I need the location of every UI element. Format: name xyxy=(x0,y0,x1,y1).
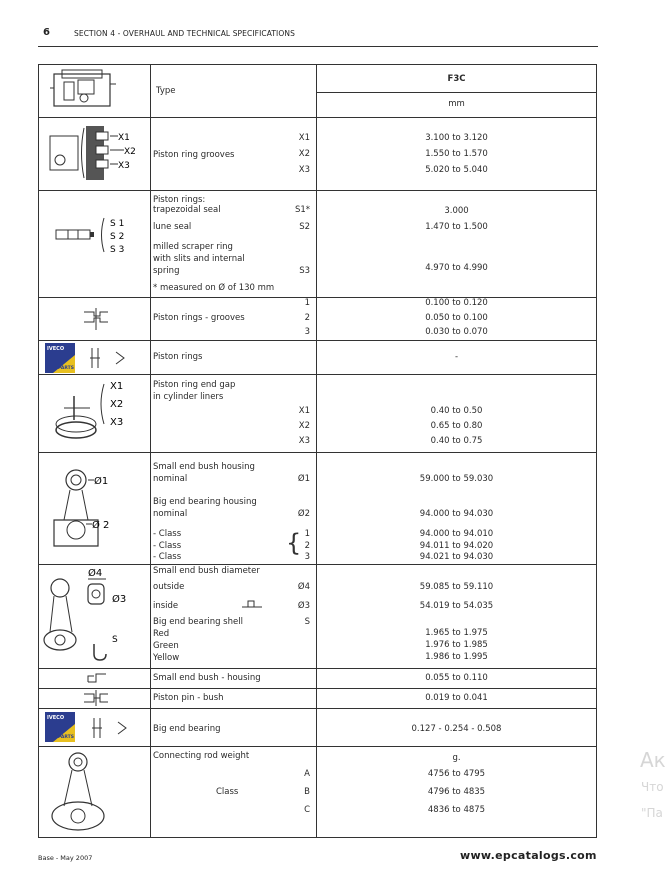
bearing-shell-label: Big end bearing shell xyxy=(153,617,243,627)
header-rule xyxy=(38,46,598,47)
watermark-line-3: "Па xyxy=(641,806,663,820)
rings-grooves-label: Piston rings - grooves xyxy=(153,313,245,323)
diagram-s2: S 2 xyxy=(110,232,125,242)
bearing-undersize-icon xyxy=(88,716,132,740)
diagram-s1: S 1 xyxy=(110,219,125,229)
rings-grooves-n2: 2 xyxy=(304,313,310,323)
ring-s1-value: 3.000 xyxy=(444,206,469,216)
ring-end-gap-icon xyxy=(50,378,140,446)
rings-grooves-v1: 0.100 to 0.120 xyxy=(425,298,488,308)
row-divider xyxy=(38,117,597,118)
ring-s2: S2 xyxy=(299,222,310,232)
row-divider xyxy=(38,746,597,747)
piston-ring-section-icon xyxy=(54,214,134,256)
bush-diagram-o3: Ø3 xyxy=(112,594,127,605)
end-gap-label-1: Piston ring end gap xyxy=(153,380,236,390)
big-end-housing-label-2: nominal xyxy=(153,509,188,519)
row-divider xyxy=(38,564,597,565)
end-gap-v1: 0.40 to 0.50 xyxy=(430,406,483,416)
shell-s: S xyxy=(304,617,310,627)
ring-s3-value: 4.970 to 4.990 xyxy=(425,263,488,273)
milled-scraper-label-1: milled scraper ring xyxy=(153,242,233,252)
pin-bush-fit-icon xyxy=(82,690,110,706)
groove-x2: X2 xyxy=(298,149,310,159)
shell-diagram-s: S xyxy=(112,635,118,645)
weight-class-c-value: 4836 to 4875 xyxy=(427,805,486,815)
ring-groove-clearance-icon xyxy=(82,306,110,332)
diagram-x1: X1 xyxy=(118,133,130,143)
end-gap-v2: 0.65 to 0.80 xyxy=(430,421,483,431)
shell-red-value: 1.965 to 1.975 xyxy=(425,628,488,638)
engine-block-icon xyxy=(48,68,118,112)
end-gap-label-2: in cylinder liners xyxy=(153,392,224,402)
housing-d2-value: 94.000 to 94.030 xyxy=(419,509,494,519)
gap-diagram-x1: X1 xyxy=(110,381,124,392)
groove-x3: X3 xyxy=(298,165,310,175)
weight-unit: g. xyxy=(452,753,461,763)
bush-inside-label: inside xyxy=(153,601,179,611)
milled-scraper-label-3: spring xyxy=(153,266,180,276)
class-3-value: 94.021 to 94.030 xyxy=(419,552,494,562)
rings-grooves-v3: 0.030 to 0.070 xyxy=(425,327,488,337)
footer-watermark-url: www.epcatalogs.com xyxy=(460,849,597,862)
weight-label: Connecting rod weight xyxy=(153,751,250,761)
rings-oversize-value: - xyxy=(454,352,459,362)
bush-d4-value: 59.085 to 59.110 xyxy=(419,582,494,592)
bush-housing-value: 0.055 to 0.110 xyxy=(425,673,488,683)
groove-x3-value: 5.020 to 5.040 xyxy=(425,165,488,175)
class-1-label: - Class xyxy=(153,529,182,539)
engine-type: F3C xyxy=(447,74,466,84)
big-end-bearing-label: Big end bearing xyxy=(153,724,221,734)
weight-class-c: C xyxy=(304,805,310,815)
housing-diagram-o1: Ø1 xyxy=(94,476,109,487)
ring-oversize-icon xyxy=(86,346,130,370)
piston-ring-grooves-icon xyxy=(46,122,146,184)
housing-diagram-o2: Ø 2 xyxy=(92,520,110,531)
bush-d3-value: 54.019 to 54.035 xyxy=(419,601,494,611)
end-gap-x2: X2 xyxy=(298,421,310,431)
gap-diagram-x2: X2 xyxy=(110,399,124,410)
shell-red-label: Red xyxy=(153,629,170,639)
big-end-bearing-value: 0.127 - 0.254 - 0.508 xyxy=(411,724,502,734)
housing-d2: Ø2 xyxy=(297,509,310,519)
watermark-line-2: Что xyxy=(641,780,664,794)
bush-diameter-label: Small end bush diameter xyxy=(153,566,260,576)
housing-d1-value: 59.000 to 59.030 xyxy=(419,474,494,484)
footer-edition: Base - May 2007 xyxy=(38,854,93,862)
shell-yellow-value: 1.986 to 1.995 xyxy=(425,652,488,662)
small-end-housing-label-2: nominal xyxy=(153,474,188,484)
weight-class-a: A xyxy=(304,769,310,779)
housing-d1: Ø1 xyxy=(297,474,310,484)
bush-housing-label: Small end bush - housing xyxy=(153,673,261,683)
bush-inside-icon xyxy=(240,597,266,611)
class-2: 2 xyxy=(304,541,310,551)
weight-class-b-value: 4796 to 4835 xyxy=(427,787,486,797)
weight-class-label: Class xyxy=(216,787,239,797)
bush-diameter-icon xyxy=(42,566,146,666)
watermark-line-1: Ак xyxy=(640,748,666,772)
groove-x1: X1 xyxy=(298,133,310,143)
type-label: Type xyxy=(156,86,176,96)
piston-ring-grooves-label: Piston ring grooves xyxy=(153,150,235,160)
groove-x1-value: 3.100 to 3.120 xyxy=(425,133,488,143)
bush-d4: Ø4 xyxy=(297,582,310,592)
pin-bush-value: 0.019 to 0.041 xyxy=(425,693,488,703)
row-divider xyxy=(38,374,597,375)
diagram-s3: S 3 xyxy=(110,245,125,255)
row-divider xyxy=(38,708,597,709)
header-split-line xyxy=(316,92,597,93)
trapezoidal-seal-label: trapezoidal seal xyxy=(153,205,221,215)
end-gap-v3: 0.40 to 0.75 xyxy=(430,436,483,446)
class-2-label: - Class xyxy=(153,541,182,551)
gap-diagram-x3: X3 xyxy=(110,417,124,428)
measure-note: * measured on Ø of 130 mm xyxy=(153,283,275,293)
rings-grooves-n1: 1 xyxy=(304,298,310,308)
rings-grooves-n3: 3 xyxy=(304,327,310,337)
big-end-housing-label-1: Big end bearing housing xyxy=(153,497,257,507)
row-divider xyxy=(38,688,597,689)
ring-s2-value: 1.470 to 1.500 xyxy=(425,222,488,232)
ring-s1: S1* xyxy=(294,205,310,215)
shell-green-value: 1.976 to 1.985 xyxy=(425,640,488,650)
pin-bush-label: Piston pin - bush xyxy=(153,693,224,703)
small-end-housing-label-1: Small end bush housing xyxy=(153,462,255,472)
diagram-x3: X3 xyxy=(118,161,130,171)
column-divider-value xyxy=(316,64,317,838)
milled-scraper-label-2: with slits and internal xyxy=(153,254,245,264)
class-2-value: 94.011 to 94.020 xyxy=(419,541,494,551)
end-gap-x3: X3 xyxy=(298,436,310,446)
ring-s3: S3 xyxy=(299,266,310,276)
class-3-label: - Class xyxy=(153,552,182,562)
iveco-parts-logo: IVECO PARTS xyxy=(45,343,75,373)
groove-x2-value: 1.550 to 1.570 xyxy=(425,149,488,159)
class-3: 3 xyxy=(304,552,310,562)
connecting-rod-weight-icon xyxy=(46,750,116,834)
unit-label: mm xyxy=(448,99,465,109)
section-title: SECTION 4 - OVERHAUL AND TECHNICAL SPECIFICATIONS xyxy=(74,29,295,38)
weight-class-a-value: 4756 to 4795 xyxy=(427,769,486,779)
class-1-value: 94.000 to 94.010 xyxy=(419,529,494,539)
iveco-parts-logo-2: IVECO PARTS xyxy=(45,712,75,742)
lune-seal-label: lune seal xyxy=(153,222,192,232)
diagram-x2: X2 xyxy=(124,147,136,157)
end-gap-x1: X1 xyxy=(298,406,310,416)
row-divider xyxy=(38,668,597,669)
rings-oversize-label: Piston rings xyxy=(153,352,203,362)
rings-grooves-v2: 0.050 to 0.100 xyxy=(425,313,488,323)
column-divider-icon xyxy=(150,64,151,838)
shell-yellow-label: Yellow xyxy=(153,653,180,663)
class-1: 1 xyxy=(304,529,310,539)
class-brace: { xyxy=(286,529,302,557)
piston-rings-title: Piston rings: xyxy=(153,195,206,205)
row-divider xyxy=(38,452,597,453)
page-number: 6 xyxy=(43,27,50,38)
bush-diagram-o4: Ø4 xyxy=(88,568,103,579)
row-divider xyxy=(38,190,597,191)
bush-housing-fit-icon xyxy=(84,670,110,686)
connecting-rod-housing-icon xyxy=(48,458,144,558)
bush-d3: Ø3 xyxy=(297,601,310,611)
row-divider xyxy=(38,340,597,341)
shell-green-label: Green xyxy=(153,641,179,651)
weight-class-b: B xyxy=(304,787,310,797)
bush-outside-label: outside xyxy=(153,582,185,592)
